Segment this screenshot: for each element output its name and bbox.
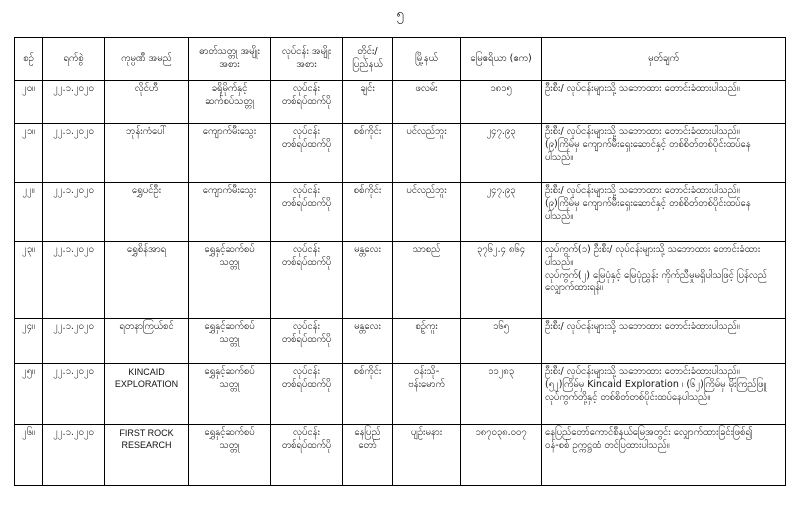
column-header-remark: မှတ်ချက် <box>542 38 786 81</box>
cell-region: မန္တလေး <box>343 242 393 319</box>
cell-township <box>393 364 461 425</box>
license-line: တစ်ရပ်ထက်ပို <box>281 333 332 345</box>
remark-line: လုပ်ကွက်တို့နှင့် တစ်စိတ်တစ်ပိုင်းထပ်နေပါသည်။ <box>545 391 711 403</box>
mineral-line: ခရိုမိုက်နှင့် <box>211 83 248 94</box>
mineral-line: ကျောက်မီးသွေး <box>202 126 257 137</box>
cell-no: ၂၄။ <box>15 319 43 364</box>
mineral-line: ဆက်စပ်သတ္တု <box>204 95 255 107</box>
license-line: လုပ်ငန်း <box>293 185 320 196</box>
table-row <box>15 425 786 486</box>
remark-line: (၅၂)ကြိမ်မှ Kincaid Exploration ၊ (၆၂)ကြိမ်မှ မိုးကြည်ဖြူ <box>545 378 767 390</box>
cell-date: ၂၂.၁.၂၀၂၀ <box>43 319 105 364</box>
column-header-region: တိုင်း/ ပြည်နယ် <box>343 38 393 81</box>
table-row <box>15 81 786 124</box>
table-body <box>15 81 786 486</box>
cell-region: မန္တလေး <box>343 319 393 364</box>
cell-mineral <box>189 364 271 425</box>
cell-no: ၂၁။ <box>15 124 43 183</box>
cell-company: ရတနာကြယ်စင် <box>105 319 189 364</box>
company-line: FIRST ROCK <box>119 428 174 438</box>
cell-date: ၂၂.၁.၂၀၂၀ <box>43 425 105 486</box>
mineral-line: ရွှေနှင့်ဆက်စပ် <box>204 427 255 438</box>
cell-license <box>271 425 343 486</box>
mineral-line: ကျောက်မီးသွေး <box>202 185 257 196</box>
cell-license <box>271 364 343 425</box>
cell-license <box>271 183 343 242</box>
cell-company: ရွှေစိန်အာရ <box>105 242 189 319</box>
table-row <box>15 242 786 319</box>
company-line: KINCAID <box>128 367 165 377</box>
mineral-line: ရွှေနှင့်ဆက်စပ် <box>204 244 255 255</box>
cell-area: ၁၁၂၈၃ <box>461 364 542 425</box>
cell-date: ၂၂.၁.၂၀၂၀ <box>43 364 105 425</box>
page-number: ၅ <box>396 7 404 22</box>
table-row <box>15 364 786 425</box>
cell-company: လိုင်ဟီ <box>105 81 189 124</box>
license-line: လုပ်ငန်း <box>293 244 320 255</box>
license-application-table <box>14 37 786 486</box>
cell-no: ၂၀။ <box>15 81 43 124</box>
cell-license <box>271 81 343 124</box>
remark-line: ဦးစီး/ လုပ်ငန်းများသို့ သဘောထား တောင်းခံထားပါသည်။ <box>545 126 740 137</box>
remark-line: ဦးစီး/ လုပ်ငန်းများသို့ သဘောထား တောင်းခံထားပါသည်။ <box>545 321 740 332</box>
cell-remark <box>542 183 786 242</box>
license-line: လုပ်ငန်း <box>293 366 320 377</box>
license-line: တစ်ရပ်ထက်ပို <box>281 138 332 150</box>
remark-line: လုပ်ကွက်(၁) ဦးစီး/ လုပ်ငန်းများသို့ သဘောထား တောင်းခံထား <box>545 244 761 255</box>
table-row <box>15 124 786 183</box>
table-row <box>15 183 786 242</box>
cell-township: စဉ့်ကူး <box>393 319 461 364</box>
column-header-township: မြို့နယ် <box>393 38 461 81</box>
cell-mineral <box>189 242 271 319</box>
cell-township: ပင်လည်ဘူး <box>393 124 461 183</box>
license-line: လုပ်ငန်း <box>293 321 320 332</box>
cell-remark <box>542 242 786 319</box>
remark-line: ပါသည်။ <box>545 256 574 268</box>
region-line: နေပြည် <box>354 427 381 438</box>
cell-date: ၂၂.၁.၂၀၂၀ <box>43 81 105 124</box>
column-header-company: ကုမ္ပဏီ အမည် <box>105 38 189 81</box>
cell-remark <box>542 425 786 486</box>
company-line: RESEARCH <box>121 440 172 451</box>
table-header-row <box>15 38 786 81</box>
company-line: EXPLORATION <box>114 379 179 390</box>
cell-license <box>271 319 343 364</box>
cell-date: ၂၂.၁.၂၀၂၀ <box>43 183 105 242</box>
column-header-license: လုပ်ငန်း အမျိုးအစား <box>271 38 343 81</box>
cell-region: စစ်ကိုင်း <box>343 124 393 183</box>
cell-remark <box>542 364 786 425</box>
cell-no: ၂၅။ <box>15 364 43 425</box>
cell-region: စစ်ကိုင်း <box>343 183 393 242</box>
table-row <box>15 319 786 364</box>
remark-line: (၉)ကြိမ်မှ ကျောက်မီးရှေးဆောင်နှင့် တစ်စိတ်တစ်ပိုင်းထပ်နေ <box>545 138 751 150</box>
mineral-line: ရွှေနှင့်ဆက်စပ် <box>204 366 255 377</box>
region-line: တော် <box>358 439 377 451</box>
cell-company <box>105 364 189 425</box>
cell-license <box>271 242 343 319</box>
remark-line: ပါသည်။ <box>545 210 574 222</box>
cell-license <box>271 124 343 183</box>
remark-line: နေပြည်တော်ကောင်စီနယ်မြေအတွင်း လျှောက်ထားခြင်းဖြစ်၍ <box>545 427 753 438</box>
mineral-line: သတ္တု <box>219 378 240 390</box>
cell-mineral <box>189 319 271 364</box>
license-line: တစ်ရပ်ထက်ပို <box>281 95 332 107</box>
remark-line: (၉)ကြိမ်မှ ကျောက်မီးရှေးဆောင်နှင့် တစ်စိတ်တစ်ပိုင်းထပ်နေ <box>545 197 751 209</box>
cell-mineral <box>189 81 271 124</box>
cell-township: ပျဉ်းမနား <box>393 425 461 486</box>
license-line: လုပ်ငန်း <box>293 427 320 438</box>
cell-region <box>343 425 393 486</box>
cell-mineral <box>189 124 271 183</box>
cell-area: ၂၄၇.၉၃ <box>461 183 542 242</box>
column-header-date: ရက်စွဲ <box>43 38 105 81</box>
cell-mineral <box>189 425 271 486</box>
cell-company: ရွှေပင်ဦး <box>105 183 189 242</box>
cell-remark <box>542 124 786 183</box>
license-line: တစ်ရပ်ထက်ပို <box>281 439 332 451</box>
township-line: ဗန်းမောက် <box>408 378 445 390</box>
cell-no: ၂၃။ <box>15 242 43 319</box>
cell-region: ချင်း <box>343 81 393 124</box>
mineral-line: သတ္တု <box>219 439 240 451</box>
cell-area: ၁၈၁၅ <box>461 81 542 124</box>
remark-line: ဝန်-စစ် ဥက္ကဋ္ဌထံ တင်ပြထားပါသည်။ <box>545 439 670 451</box>
cell-township: ပင်လည်ဘူး <box>393 183 461 242</box>
cell-region: စစ်ကိုင်း <box>343 364 393 425</box>
remark-line: လျှောက်ထားရန်။ <box>545 282 603 294</box>
cell-township: ဖလမ်း <box>393 81 461 124</box>
mineral-line: သတ္တု <box>219 333 240 345</box>
mineral-line: သတ္တု <box>219 256 240 268</box>
license-line: လုပ်ငန်း <box>293 126 320 137</box>
column-header-no: စဉ် <box>15 38 43 81</box>
cell-remark <box>542 319 786 364</box>
cell-area: ၃၇၆၂.၄ ၈၆၄ <box>461 242 542 319</box>
cell-area: ၁၈၇၀၃၈.၀၀၇ <box>461 425 542 486</box>
cell-mineral <box>189 183 271 242</box>
mineral-line: ရွှေနှင့်ဆက်စပ် <box>204 321 255 332</box>
cell-area: ၁၆၅ <box>461 319 542 364</box>
cell-no: ၂၆။ <box>15 425 43 486</box>
license-line: တစ်ရပ်ထက်ပို <box>281 256 332 268</box>
remark-line: ဦးစီး/ လုပ်ငန်းများသို့ သဘောထား တောင်းခံထားပါသည်။ <box>545 366 740 377</box>
license-line: တစ်ရပ်ထက်ပို <box>281 197 332 209</box>
cell-area: ၂၄၇.၉၃ <box>461 124 542 183</box>
column-header-area: မြေဧရိယာ (ဧက) <box>461 38 542 81</box>
remark-line: ပါသည်။ <box>545 151 574 163</box>
township-line: ဝန်းသို- <box>413 366 440 377</box>
cell-company <box>105 425 189 486</box>
remark-line: ဦးစီး/ လုပ်ငန်းများသို့ သဘောထား တောင်းခံထားပါသည်။ <box>545 185 740 196</box>
license-line: လုပ်ငန်း <box>293 83 320 94</box>
cell-date: ၂၂.၁.၂၀၂၀ <box>43 242 105 319</box>
cell-company: ဘုန်းကံပေါ် <box>105 124 189 183</box>
remark-line: ဦးစီး/ လုပ်ငန်းများသို့ သဘောထား တောင်းခံထားပါသည်။ <box>545 83 740 94</box>
cell-no: ၂၂။ <box>15 183 43 242</box>
remark-line: လုပ်ကွက်(၂) မြေပုံနှင့် မြေပုံညွှန်း ကိုက်ညီမှုမရှိပါသဖြင့် ပြန်လည် <box>545 269 767 281</box>
license-line: တစ်ရပ်ထက်ပို <box>281 378 332 390</box>
cell-remark <box>542 81 786 124</box>
cell-date: ၂၂.၁.၂၀၂၀ <box>43 124 105 183</box>
cell-township: သာစည် <box>393 242 461 319</box>
column-header-mineral: ဓာတ်သတ္တု အမျိုးအစား <box>189 38 271 81</box>
